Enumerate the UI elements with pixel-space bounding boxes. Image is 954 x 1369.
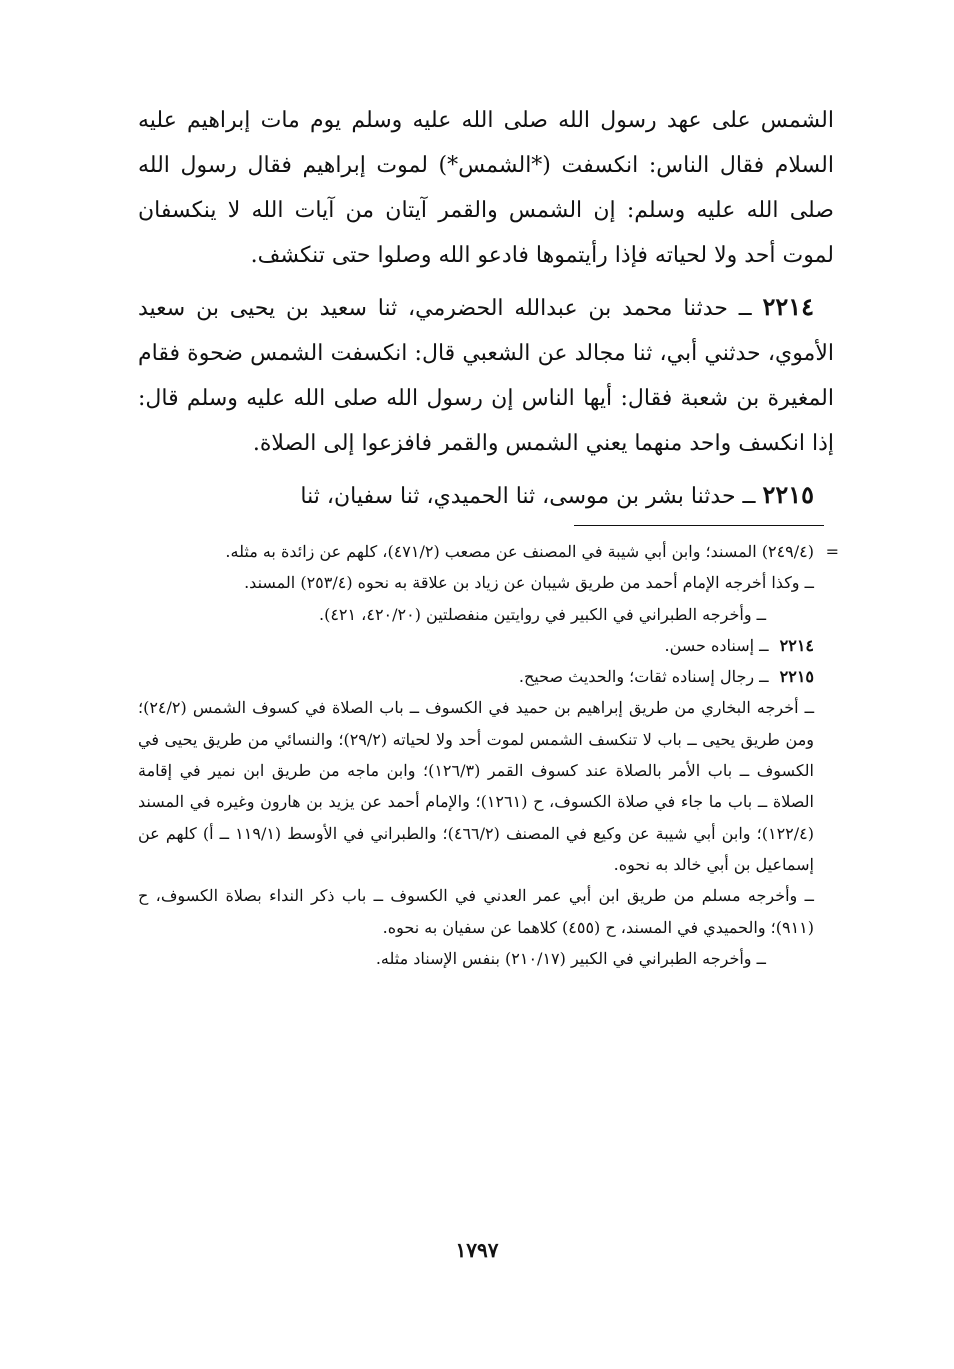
footnote-2214	[138, 630, 814, 661]
hadith-text: ــ حدثنا محمد بن عبدالله الحضرمي، ثنا سعيد بن يحيى بن سعيد الأموي، حدثني أبي، ثنا مجالد عن الشعبي قال: انكسفت الشمس ضحوة فقام المغيرة بن شعبة فقال: أيها الناس إن رسول الله صلى الله عليه وسلم قال: إذا انكسف واحد منهما يعني الشمس والقمر فافزعوا إلى الصلاة.	[138, 296, 834, 456]
hadith-2214	[138, 284, 834, 466]
footnote-text: ــ إسناده حسن.	[664, 635, 769, 655]
footnote-line: ــ وأخرجه الطبراني في الكبير (٢١٠/١٧) بنفس الإسناد مثله.	[375, 948, 766, 968]
footnote-line: ــ وأخرجه الطبراني في الكبير في روايتين منفصلتين (٤٢٠/٢٠، ٤٢١).	[318, 604, 766, 624]
footnote-line: (٢٤٩/٤) المسند؛ وابن أبي شيبة في المصنف عن مصعب (٤٧١/٢)، كلهم عن زائدة به مثله.	[225, 542, 814, 561]
hadith-number: ٢٢١٤	[762, 292, 815, 321]
footnote-number: ٢٢١٤	[779, 635, 814, 655]
footnote-line: ــ أخرجه البخاري من طريق إبراهيم بن حميد في الكسوف ــ باب الصلاة في كسوف الشمس (٢٤/٢)؛ ومن طريق يحيى ــ باب لا تنكسف الشمس لموت أحد ولا لحياته (٢٩/٢)؛ والنسائي من طريق يحيى في الكسوف ــ باب الأمر بالصلاة عند كسوف القمر (١٢٦/٣)؛ وابن ماجه من طريق ابن نمير في إقامة الصلاة ــ باب ما جاء في صلاة الكسوف، ح (١٢٦١)؛ والإمام أحمد عن يزيد بن هارون وغيره في المسند (١٢٢/٤)؛ وابن أبي شيبة عن وكيع في المصنف (٤٦٦/٢)؛ والطبراني في الأوسط (١١٩/١ ــ أ) كلهم عن إسماعيل بن أبي خالد به نحوه.	[138, 698, 814, 874]
footnote-continuation-mark: =	[825, 542, 839, 561]
main-text	[138, 98, 834, 519]
footnote-line: ــ وأخرجه مسلم من طريق ابن أبي عمر العدني في الكسوف ــ باب ذكر النداء بصلاة الكسوف، ح (٩١١)؛ والحميدي في المسند، ح (٤٥٥) كلاهما عن سفيان به نحوه.	[138, 886, 814, 937]
hadith-text: ــ حدثنا بشر بن موسى، ثنا الحميدي، ثنا سفيان، ثنا	[300, 484, 756, 509]
footnotes	[138, 536, 814, 974]
hadith-number: ٢٢١٥	[762, 480, 814, 509]
footnote-divider	[574, 525, 824, 526]
hadith-2215	[138, 472, 834, 519]
footnote-2215	[138, 661, 814, 692]
main-paragraph-continuation: الشمس على عهد رسول الله صلى الله عليه وسلم يوم مات إبراهيم عليه السلام فقال الناس: انكسفت (*الشمس*) لموت إبراهيم فقال رسول الله صلى الله عليه وسلم: إن الشمس والقمر آيتان من آيات الله لا ينكسفان لموت أحد ولا لحياته فإذا رأيتموها فادعو الله وصلوا حتى تنكشف.	[138, 108, 834, 268]
footnote-text: ــ رجال إسناده ثقات؛ والحديث صحيح.	[518, 667, 769, 687]
footnote-line: ــ وكذا أخرجه الإمام أحمد من طريق شيبان عن زياد بن علاقة به نحوه (٢٥٣/٤) المسند.	[244, 573, 814, 593]
page-number: ١٧٩٧	[455, 1238, 499, 1262]
footnote-number: ٢٢١٥	[779, 667, 814, 687]
